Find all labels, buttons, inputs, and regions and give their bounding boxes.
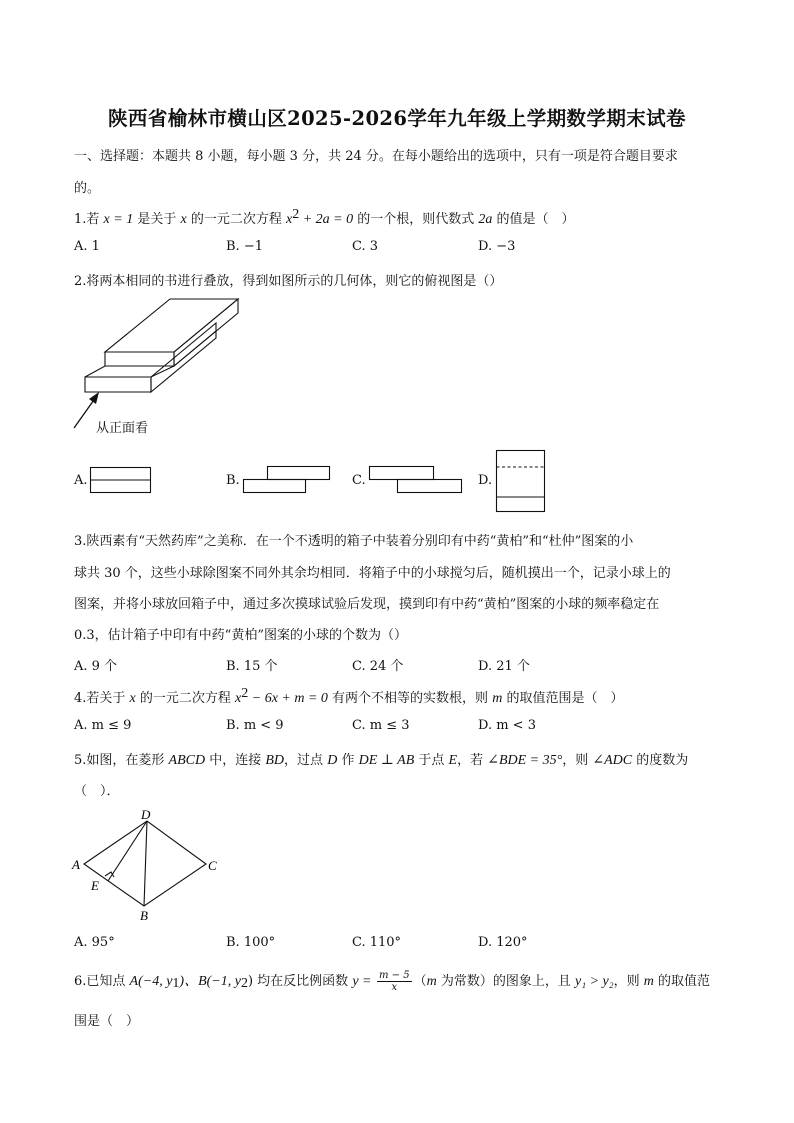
- question-5: 5.如图，在菱形 ABCD 中，连接 BD，过点 D 作 DE ⊥ AB 于点 E，若 ∠BDE = 35°，则 ∠ADC 的度数为: [74, 753, 689, 768]
- q2-option-d[interactable]: D.: [478, 473, 493, 488]
- label-e: E: [91, 878, 99, 893]
- q5-option-d[interactable]: D. 120°: [478, 935, 528, 950]
- q5-option-a[interactable]: A. 95°: [74, 935, 115, 950]
- q2-option-a-figure[interactable]: [89, 466, 153, 496]
- q1-option-a[interactable]: A. 1: [74, 239, 100, 254]
- q3-option-b[interactable]: B. 15 个: [226, 659, 278, 674]
- label-c: C: [208, 858, 217, 873]
- q2-option-c-figure[interactable]: [368, 465, 464, 495]
- q1-option-b[interactable]: B. −1: [226, 239, 263, 254]
- question-2: 2.将两本相同的书进行叠放，得到如图所示的几何体，则它的俯视图是（）: [74, 274, 503, 289]
- q2-option-b-figure[interactable]: [242, 465, 332, 495]
- diagonal-bd: [144, 821, 147, 906]
- q1-option-c[interactable]: C. 3: [352, 239, 379, 254]
- question-1: 1.若 x = 1 是关于 x 的一元二次方程 $x^2 + 2a = 0$ 的一个根，则代数式 2a 的值是（ ）: [74, 207, 575, 227]
- right-angle-mark: [105, 872, 114, 877]
- q3-option-a[interactable]: A. 9 个: [74, 659, 118, 674]
- rhombus-figure: [66, 804, 226, 924]
- q2-option-c[interactable]: C.: [352, 473, 366, 488]
- q2-option-b[interactable]: B.: [226, 473, 240, 488]
- label-d: D: [141, 807, 151, 822]
- label-b: B: [140, 908, 148, 923]
- question-3-line1: 3.陕西素有“天然药库”之美称．在一个不透明的箱子中装着分别印有中药“黄柏”和“杜仲”图案的小: [74, 534, 634, 549]
- lower-book-top: [85, 366, 174, 377]
- page-title: 陕西省榆林市横山区2025-2026学年九年级上学期数学期末试卷: [108, 107, 686, 130]
- question-4: 4.若关于 x 的一元二次方程 $x^2 - 6x + m = 0$ 有两个不相等的实数根，则 m 的取值范围是（ ）: [74, 686, 624, 706]
- q5-option-b[interactable]: B. 100°: [226, 935, 276, 950]
- upper-book-front: [105, 352, 174, 366]
- upper-book-side: [174, 299, 238, 366]
- section-heading: 一、选择题：本题共 8 小题，每小题 3 分，共 24 分。在每小题给出的选项中，只有一项是符合题目要求: [74, 149, 678, 164]
- q4-option-c[interactable]: C. m ≤ 3: [352, 718, 410, 733]
- q4-option-d[interactable]: D. m < 3: [478, 718, 536, 733]
- question-5-cont: （ ）．: [74, 784, 120, 799]
- q5-option-c[interactable]: C. 110°: [352, 935, 402, 950]
- question-6-cont: 围是（ ）: [74, 1014, 140, 1029]
- q2-option-d-figure[interactable]: [495, 449, 547, 515]
- q1-option-d[interactable]: D. −3: [478, 239, 516, 254]
- q2-option-a[interactable]: A.: [74, 473, 88, 488]
- q4-option-a[interactable]: A. m ≤ 9: [74, 718, 132, 733]
- question-3-line4: 0.3，估计箱子中印有中药“黄柏”图案的小球的个数为（）: [74, 628, 407, 643]
- q3-option-c[interactable]: C. 24 个: [352, 659, 404, 674]
- q3-option-d[interactable]: D. 21 个: [478, 659, 530, 674]
- question-6: 6.已知点 A(−4, $y_1$)、B(−1, $y_2$) 均在反比例函数 y = $\frac{m - 5}{x}$ （m 为常数）的图象上，且 y₁ > y₂，则 m 的取值范: [74, 970, 710, 993]
- q4-option-b[interactable]: B. m < 9: [226, 718, 284, 733]
- lower-book-front: [85, 377, 151, 392]
- section-heading-cont: 的。: [74, 181, 101, 196]
- label-a: A: [72, 857, 80, 872]
- upper-book-top: [105, 299, 238, 352]
- lower-book-edge: [174, 331, 216, 366]
- fraction: $\frac{m - 5}{x}$: [378, 970, 410, 993]
- question-3-line3: 图案，并将小球放回箱子中，通过多次摸球试验后发现，摸到印有中药“黄柏”图案的小球的频率稳定在: [74, 597, 660, 612]
- front-view-label: 从正面看: [96, 421, 149, 436]
- segment-de: [108, 821, 147, 881]
- question-3-line2: 球共 30 个，这些小球除图案不同外其余均相同．将箱子中的小球搅匀后，随机摸出一个，记录小球上的: [74, 566, 671, 581]
